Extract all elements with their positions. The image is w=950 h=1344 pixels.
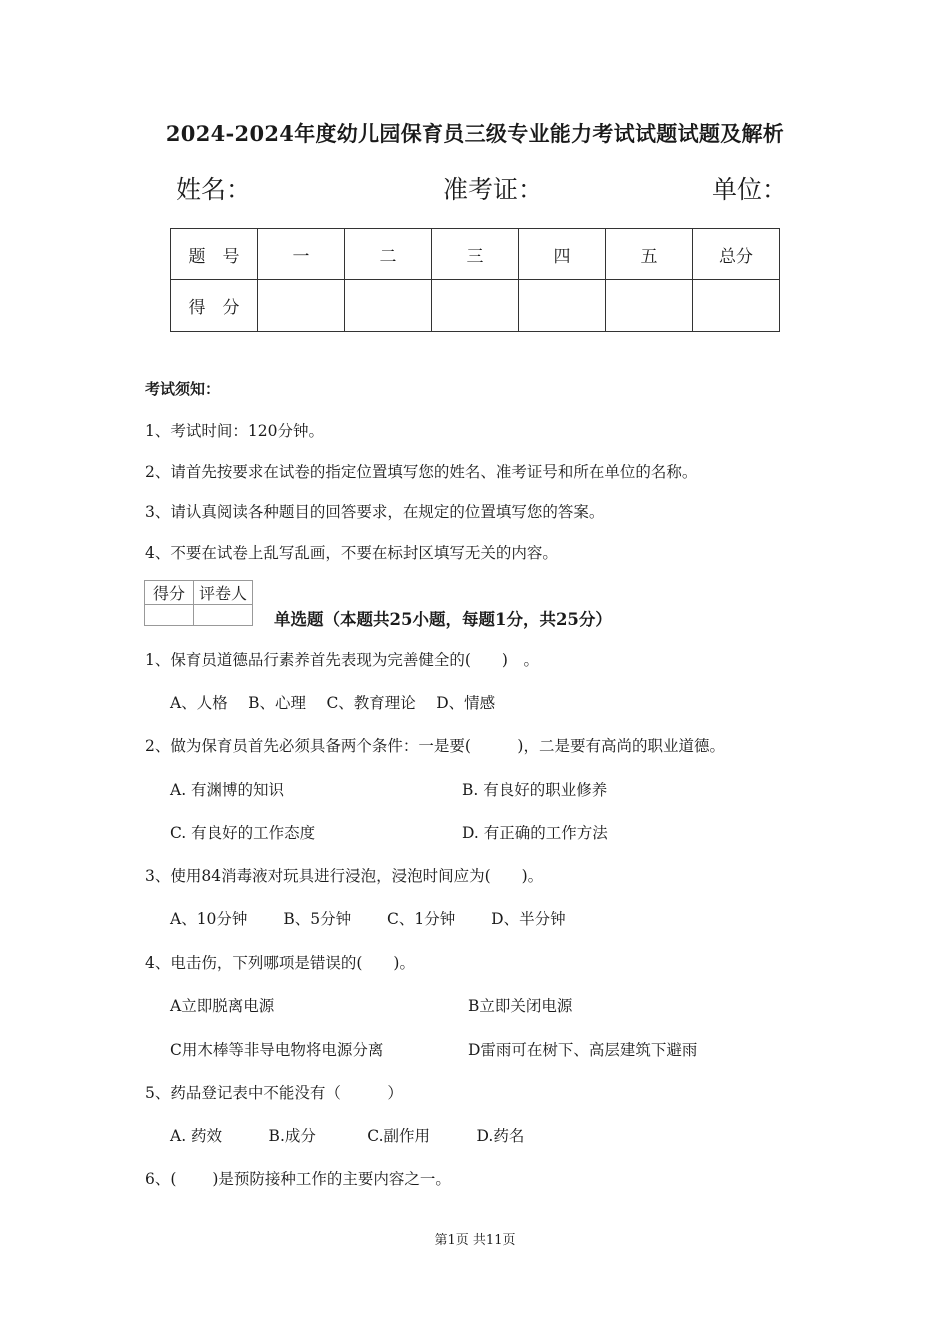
- section-title: 单选题（本题共25小题，每题1分，共25分）: [274, 610, 612, 629]
- score-cell-total: [693, 280, 780, 332]
- question-1-options: A、人格 B、心理 C、教育理论 D、情感: [170, 694, 496, 712]
- score-header-total: 总分: [693, 229, 780, 280]
- question-4-option-b: B立即关闭电源: [468, 997, 573, 1015]
- question-5-options: A. 药效 B.成分 C.副作用 D.药名: [170, 1127, 525, 1145]
- score-cell-2: [345, 280, 432, 332]
- question-5-stem: 5、药品登记表中不能没有（ ）: [145, 1084, 403, 1102]
- unit-field-label: 单位：: [712, 175, 788, 204]
- question-4-option-a: A立即脱离电源: [170, 997, 275, 1015]
- grader-score-cell: [145, 605, 194, 626]
- score-row-label: 得 分: [171, 280, 258, 332]
- page-footer: 第1页 共11页: [434, 1233, 516, 1248]
- notice-item-1: 1、考试时间：120分钟。: [145, 422, 324, 440]
- question-6-stem: 6、( )是预防接种工作的主要内容之一。: [145, 1170, 451, 1188]
- score-cell-4: [519, 280, 606, 332]
- question-2-option-c: C. 有良好的工作态度: [170, 824, 316, 842]
- question-2-option-b: B. 有良好的职业修养: [462, 781, 608, 799]
- score-header-5: 五: [606, 229, 693, 280]
- score-table-header-row: [171, 229, 780, 280]
- notice-heading: 考试须知：: [145, 380, 221, 398]
- question-4-stem: 4、电击伤，下列哪项是错误的( )。: [145, 954, 415, 972]
- question-4-option-d: D雷雨可在树下、高层建筑下避雨: [468, 1041, 698, 1059]
- score-cell-5: [606, 280, 693, 332]
- notice-item-3: 3、请认真阅读各种题目的回答要求，在规定的位置填写您的答案。: [145, 503, 605, 521]
- score-header-2: 二: [345, 229, 432, 280]
- notice-item-2: 2、请首先按要求在试卷的指定位置填写您的姓名、准考证号和所在单位的名称。: [145, 463, 698, 481]
- question-2-option-a: A. 有渊博的知识: [170, 781, 285, 799]
- notice-item-4: 4、不要在试卷上乱写乱画，不要在标封区填写无关的内容。: [145, 544, 558, 562]
- question-2-stem: 2、做为保育员首先必须具备两个条件：一是要( )，二是要有高尚的职业道德。: [145, 737, 725, 755]
- grader-box: [144, 580, 253, 626]
- question-3-stem: 3、使用84消毒液对玩具进行浸泡，浸泡时间应为( )。: [145, 867, 544, 885]
- score-header-4: 四: [519, 229, 606, 280]
- question-3-options: A、10分钟 B、5分钟 C、1分钟 D、半分钟: [170, 910, 566, 928]
- exam-id-field-label: 准考证：: [443, 175, 544, 204]
- page-title: 2024-2024年度幼儿园保育员三级专业能力考试试题试题及解析: [165, 121, 785, 146]
- score-header-label: 题 号: [171, 229, 258, 280]
- question-1-stem: 1、保育员道德品行素养首先表现为完善健全的( ) 。: [145, 651, 539, 669]
- score-table: [170, 228, 780, 332]
- grader-name-cell: [194, 605, 253, 626]
- grader-name-label: 评卷人: [194, 581, 253, 605]
- question-4-option-c: C用木棒等非导电物将电源分离: [170, 1041, 384, 1059]
- score-table-score-row: [171, 280, 780, 332]
- score-header-3: 三: [432, 229, 519, 280]
- name-field-label: 姓名：: [176, 175, 252, 204]
- score-cell-1: [258, 280, 345, 332]
- score-header-1: 一: [258, 229, 345, 280]
- grader-score-label: 得分: [145, 581, 194, 605]
- score-cell-3: [432, 280, 519, 332]
- question-2-option-d: D. 有正确的工作方法: [462, 824, 608, 842]
